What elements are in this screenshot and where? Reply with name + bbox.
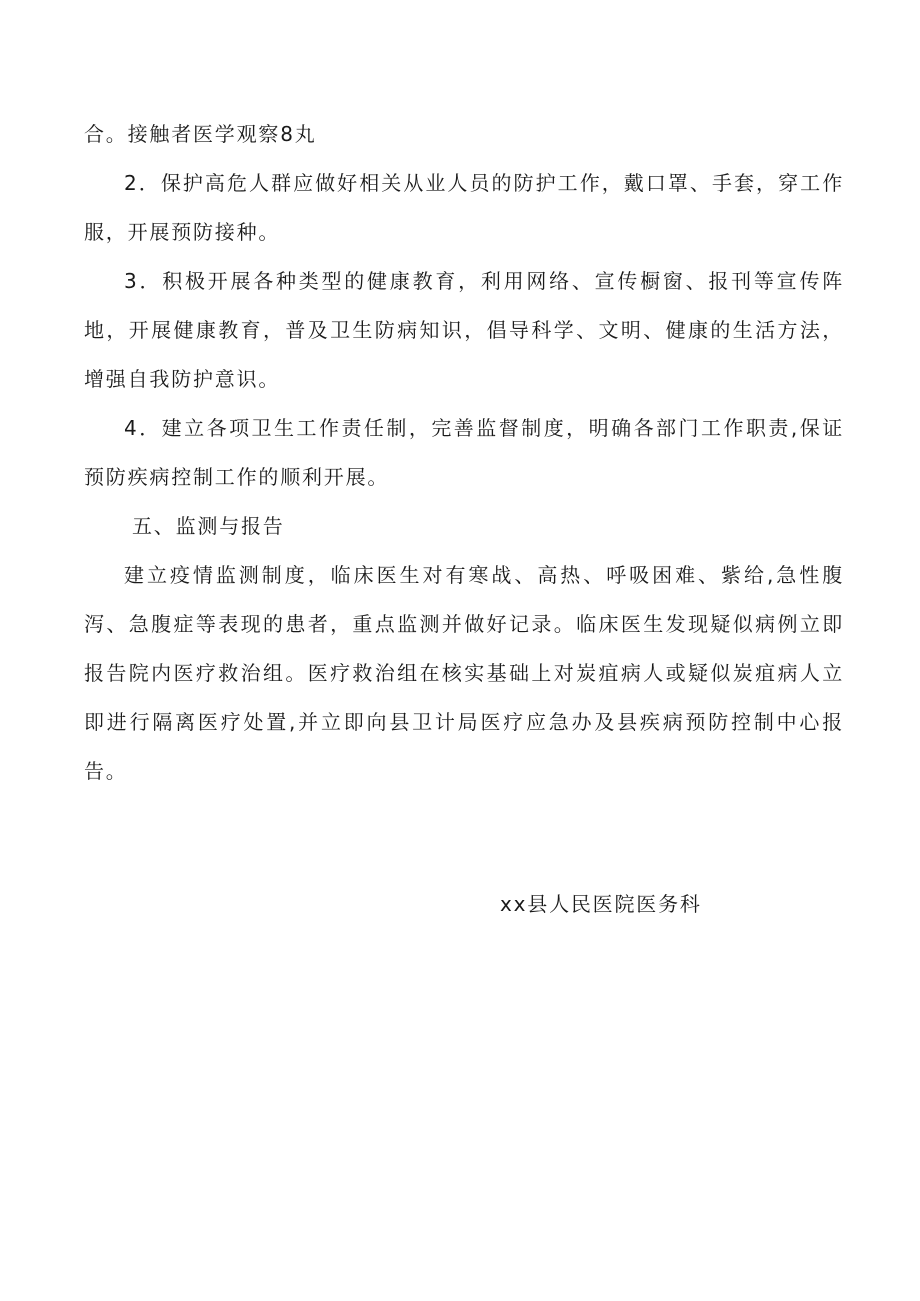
paragraph-item-3: 3．积极开展各种类型的健康教育，利用网络、宣传橱窗、报刊等宣传阵地，开展健康教育，普及卫生防病知识，倡导科学、文明、健康的生活方法，增强自我防护意识。	[84, 269, 844, 391]
section-heading-monitoring: 五、监测与报告	[132, 514, 285, 538]
paragraph-monitoring: 建立疫情监测制度，临床医生对有寒战、高热、呼吸困难、紫给,急性腹泻、急腹症等表现的患者，重点监测并做好记录。临床医生发现疑似病例立即报告院内医疗救治组。医疗救治组在核实基础上对炭疽病人或疑似炭疽病人立即进行隔离医疗处置,并立即向县卫计局医疗应急办及县疾病预防控制中心报告。	[84, 563, 844, 783]
paragraph-continuation: 合。接触者医学观察8丸	[84, 122, 317, 146]
signature-department: xx县人民医院医务科	[500, 892, 702, 916]
paragraph-item-2: 2．保护高危人群应做好相关从业人员的防护工作，戴口罩、手套，穿工作服，开展预防接种。	[84, 171, 844, 244]
paragraph-item-4: 4．建立各项卫生工作责任制，完善监督制度，明确各部门工作职责,保证预防疾病控制工作的顺利开展。	[84, 416, 844, 489]
document-body	[84, 110, 844, 796]
